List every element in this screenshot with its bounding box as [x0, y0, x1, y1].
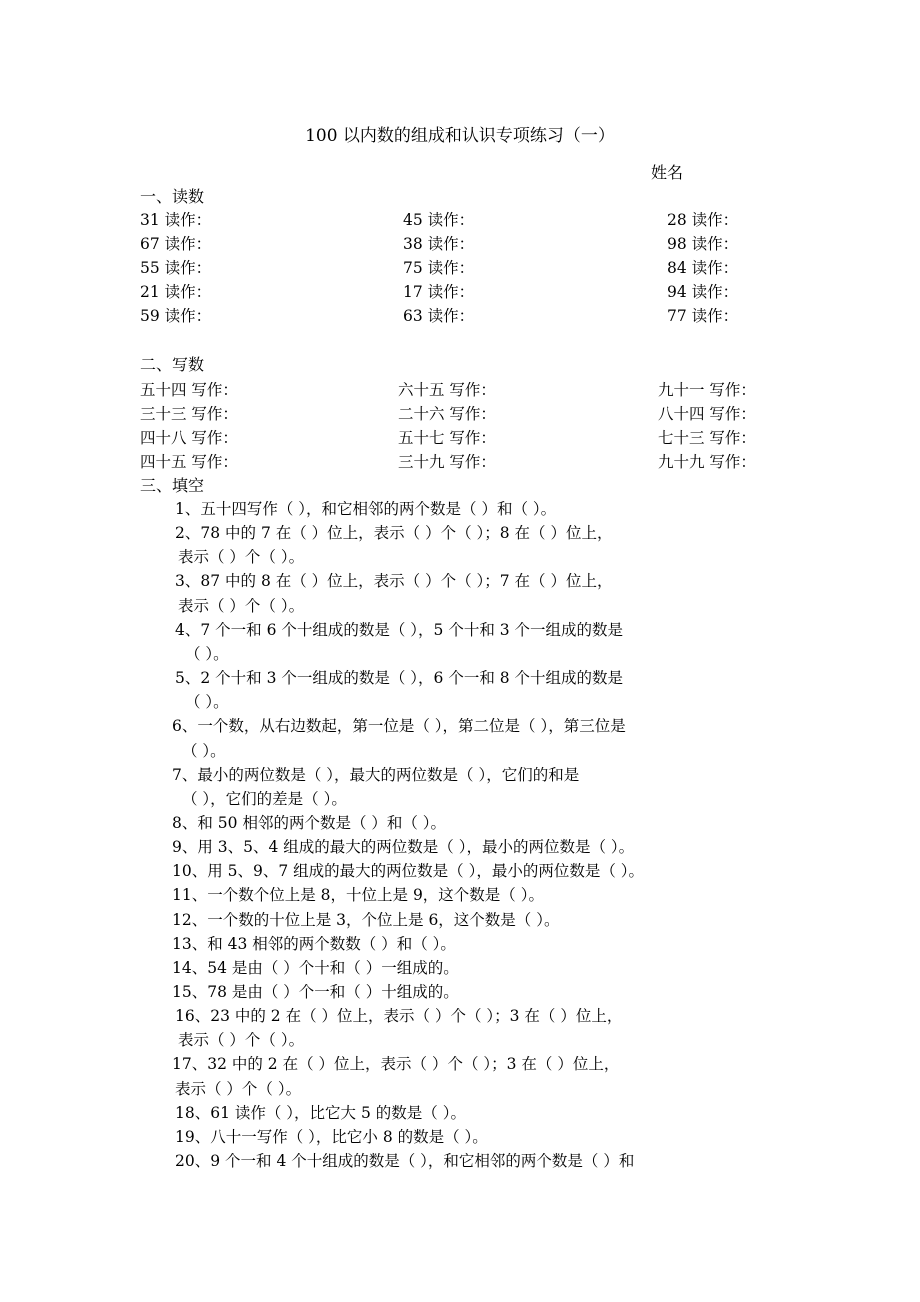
reading-item: 28 读作：	[667, 211, 739, 229]
reading-item: 21 读作：	[140, 283, 212, 301]
reading-item: 31 读作：	[140, 211, 212, 229]
reading-row	[140, 280, 820, 304]
fill-blank-line: 8、和 50 相邻的两个数是（ ）和（ ）。	[172, 813, 447, 832]
writing-row	[140, 426, 820, 450]
reading-item: 98 读作：	[667, 235, 739, 253]
writing-row	[140, 450, 820, 474]
writing-item: 三十九 写作：	[398, 453, 496, 471]
writing-item: 四十五 写作：	[140, 453, 238, 471]
section-writing-heading: 二、写数	[140, 355, 205, 374]
reading-item: 94 读作：	[667, 283, 739, 301]
fill-blank-line: 3、87 中的 8 在（ ）位上，表示（ ）个（ ）；7 在（ ）位上，	[175, 572, 613, 591]
fill-blank-line: 15、78 是由（ ）个一和（ ）十组成的。	[172, 983, 459, 1001]
writing-item: 三十三 写作：	[140, 405, 238, 423]
fill-blank-line: 表示（ ）个（ ）。	[178, 548, 305, 567]
reading-item: 38 读作：	[403, 235, 475, 253]
fill-blank-line: 13、和 43 相邻的两个数数（ ）和（ ）。	[172, 934, 456, 953]
reading-row	[140, 208, 820, 232]
reading-item: 45 读作：	[403, 211, 475, 229]
fill-blank-line: 5、2 个十和 3 个一组成的数是（ ），6 个一和 8 个十组成的数是	[175, 669, 624, 688]
fill-blank-line: （ ）。	[185, 693, 229, 712]
writing-item: 四十八 写作：	[140, 429, 238, 447]
writing-item: 八十四 写作：	[658, 405, 756, 423]
reading-row	[140, 232, 820, 256]
fill-blank-line: （ ），它们的差是（ ）。	[182, 789, 347, 808]
writing-item: 九十九 写作：	[658, 453, 756, 471]
reading-item: 59 读作：	[140, 307, 212, 325]
reading-item: 84 读作：	[667, 259, 739, 277]
fill-blank-line: 7、最小的两位数是（ ），最大的两位数是（ ），它们的和是	[172, 765, 580, 784]
fill-blank-line: （ ）。	[182, 741, 226, 760]
fill-blank-line: 17、32 中的 2 在（ ）位上，表示（ ）个（ ）；3 在（ ）位上，	[172, 1055, 620, 1074]
fill-blank-line: 2、78 中的 7 在（ ）位上，表示（ ）个（ ）；8 在（ ）位上，	[175, 524, 613, 543]
writing-item: 五十七 写作：	[398, 429, 496, 447]
fill-blank-line: 10、用 5、9、7 组成的最大的两位数是（ ），最小的两位数是（ ）。	[172, 862, 645, 881]
fill-blank-line: 11、一个数个位上是 8，十位上是 9，这个数是（ ）。	[172, 886, 544, 905]
section-reading-heading: 一、读数	[140, 187, 205, 206]
writing-row	[140, 402, 820, 426]
fill-blank-line: 4、7 个一和 6 个十组成的数是（ ），5 个十和 3 个一组成的数是	[175, 620, 624, 639]
reading-item: 63 读作：	[403, 307, 475, 325]
fill-blank-line: 9、用 3、5、4 组成的最大的两位数是（ ），最小的两位数是（ ）。	[172, 838, 635, 857]
fill-blank-line: 20、9 个一和 4 个十组成的数是（ ），和它相邻的两个数是（ ）和	[175, 1152, 635, 1171]
reading-item: 17 读作：	[403, 283, 475, 301]
writing-item: 二十六 写作：	[398, 405, 496, 423]
reading-row	[140, 256, 820, 280]
name-label: 姓名	[651, 163, 684, 182]
writing-item: 七十三 写作：	[658, 429, 756, 447]
fill-blank-line: （ ）。	[185, 644, 229, 663]
writing-item: 六十五 写作：	[398, 381, 496, 399]
reading-item: 77 读作：	[667, 307, 739, 325]
writing-row	[140, 378, 820, 402]
reading-item: 75 读作：	[403, 259, 475, 277]
fill-blank-line: 18、61 读作（ ），比它大 5 的数是（ ）。	[175, 1103, 466, 1122]
fill-blank-line: 19、八十一写作（ ），比它小 8 的数是（ ）。	[175, 1127, 488, 1146]
fill-blank-line: 表示（ ）个（ ）。	[178, 1031, 305, 1050]
writing-item: 五十四 写作：	[140, 381, 238, 399]
fill-blank-line: 6、一个数，从右边数起，第一位是（ ），第二位是（ ），第三位是	[172, 717, 626, 736]
fill-blank-line: 12、一个数的十位上是 3，个位上是 6，这个数是（ ）。	[172, 910, 560, 929]
reading-item: 55 读作：	[140, 259, 212, 277]
fill-blank-line: 16、23 中的 2 在（ ）位上，表示（ ）个（ ）；3 在（ ）位上，	[175, 1007, 623, 1026]
page-title: 100 以内数的组成和认识专项练习（一）	[305, 126, 615, 146]
fill-blank-line: 表示（ ）个（ ）。	[175, 1079, 302, 1098]
reading-row	[140, 304, 820, 328]
writing-item: 九十一 写作：	[658, 381, 756, 399]
reading-item: 67 读作：	[140, 235, 212, 253]
section-fill-heading: 三、填空	[140, 476, 205, 495]
fill-blank-line: 14、54 是由（ ）个十和（ ）一组成的。	[172, 958, 459, 977]
fill-blank-line: 表示（ ）个（ ）。	[178, 596, 305, 615]
fill-blank-line: 1、五十四写作（ ），和它相邻的两个数是（ ）和（ ）。	[175, 500, 557, 518]
